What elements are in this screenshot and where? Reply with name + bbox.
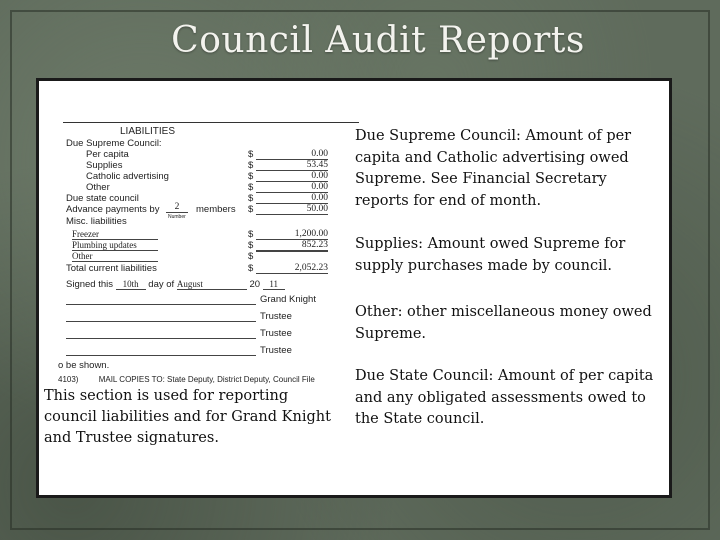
trustee-label: Trustee <box>260 345 292 356</box>
advance-members-count: 2 <box>166 202 188 213</box>
trustee-signature-line <box>66 355 256 356</box>
misc-item-amount <box>256 251 328 252</box>
dollar-sign: $ <box>248 160 254 171</box>
misc-item-label: Freezer <box>72 229 158 240</box>
dollar-sign: $ <box>248 171 254 182</box>
dollar-sign: $ <box>248 240 254 251</box>
grand-knight-signature-line <box>66 304 256 305</box>
left-caption: This section is used for reporting council liabilities and for Grand Knight and Trustee signatures. <box>44 388 331 446</box>
signed-date-line <box>66 279 285 290</box>
mail-copies-text: MAIL COPIES TO: State Deputy, District Deputy, Council File <box>98 375 315 384</box>
liabilities-form-image <box>58 118 359 391</box>
total-liabilities-label: Total current liabilities <box>66 263 157 274</box>
mail-copies-line <box>58 375 315 384</box>
advance-payments-label: Advance payments by <box>66 204 160 215</box>
catholic-advertising-label: Catholic advertising <box>86 171 169 182</box>
signed-year: 11 <box>263 279 285 290</box>
trustee-label: Trustee <box>260 328 292 339</box>
signed-day: 10th <box>116 279 146 290</box>
misc-item-amount: 1,200.00 <box>256 229 328 240</box>
signed-month: August <box>177 279 247 290</box>
misc-item-label: Other <box>72 251 158 262</box>
description-due-supreme: Due Supreme Council: Amount of per capita and Catholic advertising owed Supreme. See Financial Secretary reports for end of month. <box>355 128 632 209</box>
trustee-signature-line <box>66 321 256 322</box>
misc-liabilities-label: Misc. liabilities <box>66 216 127 227</box>
form-footer-fragment: o be shown. <box>58 360 110 371</box>
misc-item-label: Plumbing updates <box>72 240 158 251</box>
trustee-label: Trustee <box>260 311 292 322</box>
content-panel <box>36 78 672 498</box>
dollar-sign: $ <box>248 193 254 204</box>
dollar-sign: $ <box>248 204 254 215</box>
advance-payments-amount: 50.00 <box>256 204 328 215</box>
other-label: Other <box>86 182 110 193</box>
form-number-fragment: 4103) <box>58 375 79 384</box>
dollar-sign: $ <box>248 263 254 274</box>
slide-title: Council Audit Reports <box>171 20 585 61</box>
dollar-sign: $ <box>248 251 254 262</box>
total-liabilities-amount: 2,052.23 <box>256 263 328 274</box>
per-capita-amount: 0.00 <box>256 149 328 160</box>
due-supreme-label: Due Supreme Council: <box>66 138 162 149</box>
supplies-amount: 53.45 <box>256 160 328 171</box>
catholic-advertising-amount: 0.00 <box>256 171 328 182</box>
form-top-rule <box>63 122 359 123</box>
misc-item-amount: 852.23 <box>256 240 328 251</box>
number-caption: Number <box>168 214 186 220</box>
grand-knight-label: Grand Knight <box>260 294 316 305</box>
description-other: Other: other miscellaneous money owed Supreme. <box>355 304 652 342</box>
trustee-signature-line <box>66 338 256 339</box>
description-due-state: Due State Council: Amount of per capita and any obligated assessments owed to the State council. <box>355 368 654 427</box>
signed-this-label: Signed this <box>66 279 114 290</box>
year-prefix: 20 <box>249 279 261 290</box>
due-state-council-label: Due state council <box>66 193 139 204</box>
dollar-sign: $ <box>248 149 254 160</box>
other-amount: 0.00 <box>256 182 328 193</box>
members-label: members <box>196 204 236 215</box>
per-capita-label: Per capita <box>86 149 129 160</box>
liabilities-heading: LIABILITIES <box>120 126 176 137</box>
supplies-label: Supplies <box>86 160 123 171</box>
description-supplies: Supplies: Amount owed Supreme for supply purchases made by council. <box>355 236 626 274</box>
dollar-sign: $ <box>248 182 254 193</box>
day-of-label: day of <box>148 279 175 290</box>
due-state-council-amount: 0.00 <box>256 193 328 204</box>
dollar-sign: $ <box>248 229 254 240</box>
